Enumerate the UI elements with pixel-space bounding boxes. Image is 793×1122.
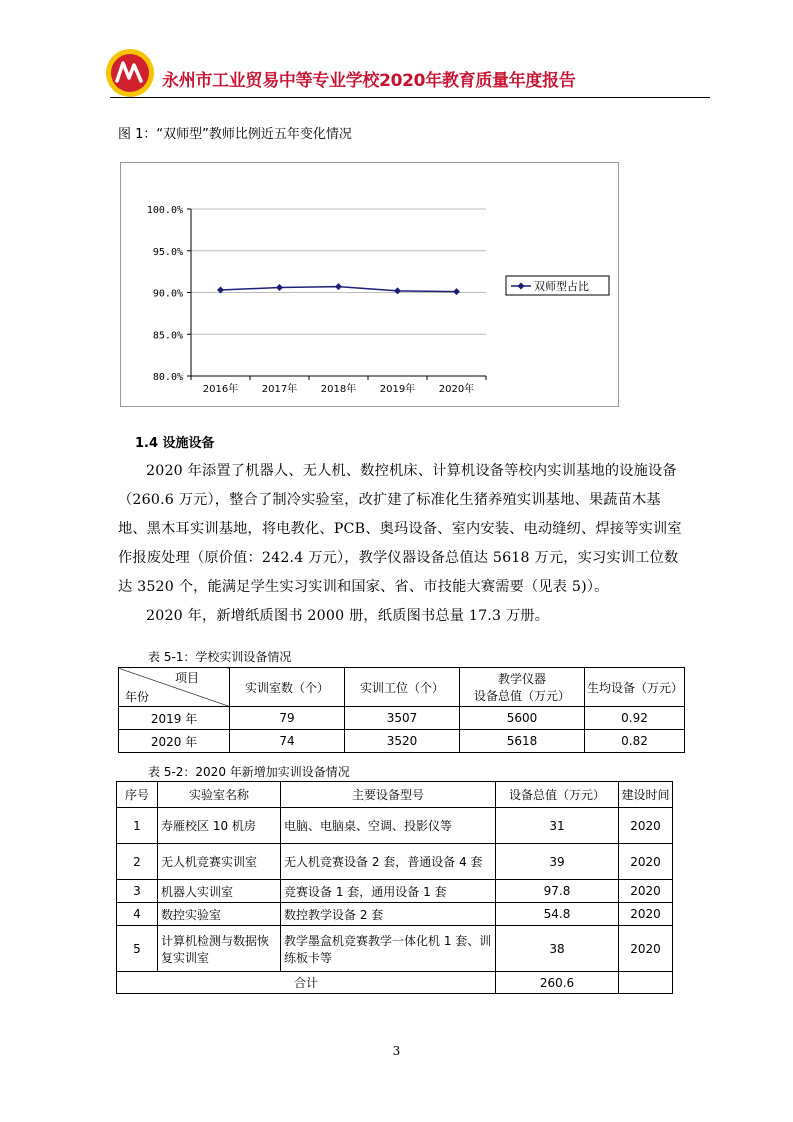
cell-rooms: 74 <box>230 730 345 753</box>
table2-caption: 表 5-2：2020 年新增加实训设备情况 <box>148 765 350 779</box>
school-logo-icon <box>105 48 155 98</box>
table-row <box>117 808 673 844</box>
double-teacher-chart <box>120 162 619 407</box>
new-equipment-table <box>116 781 673 994</box>
cell-build-year: 2020 <box>619 808 673 844</box>
cell-value: 5618 <box>460 730 585 753</box>
table-total-row <box>117 972 673 994</box>
cell-model: 教学墨盒机竞赛教学一体化机 1 套、训练板卡等 <box>281 926 496 972</box>
cell-stations: 3507 <box>345 707 460 730</box>
x-tick-label: 2016年 <box>202 384 239 395</box>
cell-total-empty <box>619 972 673 994</box>
x-tick-label: 2020年 <box>438 384 475 395</box>
x-tick-label: 2017年 <box>261 384 298 395</box>
header-rooms: 实训室数（个） <box>230 668 345 707</box>
header-stations: 实训工位（个） <box>345 668 460 707</box>
section-body <box>118 457 688 631</box>
cell-build-year: 2020 <box>619 903 673 926</box>
corner-label-project: 项目 <box>174 671 199 685</box>
data-point <box>276 284 283 291</box>
cell-lab-name: 数控实验室 <box>158 903 281 926</box>
cell-stations: 3520 <box>345 730 460 753</box>
cell-lab-name: 机器人实训室 <box>158 880 281 903</box>
cell-rooms: 79 <box>230 707 345 730</box>
table-row <box>119 730 685 753</box>
cell-value: 54.8 <box>496 903 619 926</box>
data-point <box>453 288 460 295</box>
cell-no: 5 <box>117 926 158 972</box>
cell-model: 电脑、电脑桌、空调、投影仪等 <box>281 808 496 844</box>
header-value: 设备总值（万元） <box>496 782 619 808</box>
table-row <box>117 844 673 880</box>
cell-no: 4 <box>117 903 158 926</box>
data-point <box>394 287 401 294</box>
x-tick-label: 2018年 <box>320 384 357 395</box>
cell-model: 竞赛设备 1 套，通用设备 1 套 <box>281 880 496 903</box>
chart-canvas <box>121 163 618 406</box>
y-tick-label: 100.0% <box>146 205 183 216</box>
header-value-line2: 设备总值（万元） <box>473 689 570 703</box>
table-header-row <box>119 668 685 707</box>
cell-build-year: 2020 <box>619 880 673 903</box>
header-value-line1: 教学仪器 <box>497 672 546 686</box>
training-equipment-table <box>118 667 685 753</box>
header-value <box>460 668 585 707</box>
header-divider <box>110 97 710 98</box>
diagonal-header-cell <box>119 668 230 707</box>
cell-per-student: 0.92 <box>585 707 685 730</box>
paragraph-books: 2020 年，新增纸质图书 2000 册，纸质图书总量 17.3 万册。 <box>146 608 550 624</box>
corner-label-year: 年份 <box>125 690 150 704</box>
table1-caption: 表 5-1：学校实训设备情况 <box>148 650 292 664</box>
table-row <box>117 880 673 903</box>
header-lab-name: 实验室名称 <box>158 782 281 808</box>
report-title: 永州市工业贸易中等专业学校2020年教育质量年度报告 <box>162 71 576 91</box>
page-number: 3 <box>392 1044 401 1058</box>
table-row <box>117 903 673 926</box>
cell-year: 2020 年 <box>119 730 230 753</box>
table-header-row <box>117 782 673 808</box>
table-row <box>117 926 673 972</box>
legend-label: 双师型占比 <box>534 280 589 293</box>
cell-value: 31 <box>496 808 619 844</box>
x-tick-label: 2019年 <box>379 384 416 395</box>
cell-build-year: 2020 <box>619 926 673 972</box>
y-tick-label: 80.0% <box>152 372 183 383</box>
table-row <box>119 707 685 730</box>
figure-caption: 图 1：“双师型”教师比例近五年变化情况 <box>118 127 352 142</box>
header-per-student: 生均设备（万元） <box>585 668 685 707</box>
y-tick-label: 95.0% <box>152 246 183 258</box>
cell-total-label: 合计 <box>117 972 496 994</box>
paragraph-facilities: 2020 年添置了机器人、无人机、数控机床、计算机设备等校内实训基地的设施设备（260.6 万元），整合了制冷实验室，改扩建了标准化生猪养殖实训基地、果蔬苗木基地、黑木耳实训基地，将电教化、PCB、奥玛设备、室内安装、电动缝纫、焊接等实训室作报废处理（原价值：242.4 万元），教学仪器设备总值达 5618 万元，实习实训工位数达 3520 个，能满足学生实习实训和国家、省、市技能大赛需要（见表 5)）。 <box>118 463 682 595</box>
cell-no: 1 <box>117 808 158 844</box>
cell-value: 38 <box>496 926 619 972</box>
cell-value: 39 <box>496 844 619 880</box>
cell-lab-name: 寿雁校区 10 机房 <box>158 808 281 844</box>
cell-lab-name: 计算机检测与数据恢复实训室 <box>158 926 281 972</box>
cell-year: 2019 年 <box>119 707 230 730</box>
header-build-year: 建设时间 <box>619 782 673 808</box>
cell-build-year: 2020 <box>619 844 673 880</box>
cell-lab-name: 无人机竞赛实训室 <box>158 844 281 880</box>
cell-total-value: 260.6 <box>496 972 619 994</box>
cell-value: 5600 <box>460 707 585 730</box>
cell-model: 无人机竞赛设备 2 套，普通设备 4 套 <box>281 844 496 880</box>
cell-per-student: 0.82 <box>585 730 685 753</box>
cell-value: 97.8 <box>496 880 619 903</box>
y-tick-label: 90.0% <box>152 288 183 300</box>
cell-no: 2 <box>117 844 158 880</box>
data-point <box>335 283 342 290</box>
header-model: 主要设备型号 <box>281 782 496 808</box>
cell-no: 3 <box>117 880 158 903</box>
section-heading: 1.4 设施设备 <box>135 436 215 451</box>
cell-model: 数控教学设备 2 套 <box>281 903 496 926</box>
header-no: 序号 <box>117 782 158 808</box>
y-tick-label: 85.0% <box>152 330 183 342</box>
